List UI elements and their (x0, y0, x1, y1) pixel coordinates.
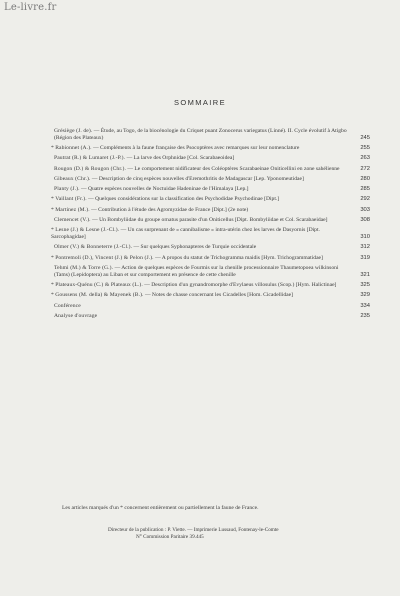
toc-entry-page: 329 (360, 292, 370, 299)
toc-entry (54, 155, 370, 162)
toc-entry-title: — Le comportement nidificateur des Coléoptères Scarabaeinae Oniticellini en zone sahélienne (127, 165, 340, 172)
france-marker: * (51, 145, 56, 151)
toc-entry-text (54, 244, 352, 251)
imprint (108, 527, 368, 540)
toc-entry-title: — Un Bombyliidae du groupe ornatus parasite d'un Oniticellus [Dipt. Bombyliidae et Col. Scarabaeidae] (92, 217, 328, 224)
toc-entry-authors: Plateaux-Quénu (C.) & Plateaux (L.). (55, 281, 143, 288)
toc-entry-page: 285 (360, 186, 370, 193)
toc-entry (51, 282, 370, 289)
toc-entry (51, 227, 370, 240)
toc-entry-authors: Pautrat (R.) & Lumaret (J.-P.). (54, 155, 126, 162)
toc-entry-text (51, 227, 352, 240)
toc-entry-page: 325 (360, 281, 370, 288)
toc-entry (51, 196, 370, 203)
toc-entry-text (54, 166, 352, 173)
toc-entry-page: 310 (360, 234, 370, 241)
toc-entry (54, 176, 370, 183)
toc-entry-page: 319 (360, 254, 370, 261)
toc-entry-page: 321 (360, 271, 370, 278)
toc-entry-authors: Rougon (D.) & Rougon (Chr.). (54, 165, 126, 172)
imprint-line-2: N° Commission Paritaire 39.445 (136, 533, 204, 540)
toc-entry-page: 334 (360, 302, 370, 309)
toc-entry (54, 265, 370, 278)
toc-entry (54, 217, 370, 224)
toc-entry (51, 292, 370, 299)
toc-entry-authors: Pontremoli (D.), Vincent (J.) & Pelon (J.). (55, 254, 154, 261)
toc-entry-page: 263 (360, 155, 370, 162)
toc-entry-title: — Notes de chasse concernant les Cicadelles [Hom. Cicadellidae] (144, 292, 293, 299)
france-marker: * (51, 206, 56, 213)
toc-entry-text (51, 282, 352, 289)
toc-entry-authors: Martinez (M.). (55, 206, 90, 213)
toc-entry-text (54, 303, 352, 310)
toc-entry-page: 303 (360, 206, 370, 213)
toc-entry-title: — Un cas surprenant de « cannibalisme » intra-utérin chez les larves de Dasyornis [Dipt. Sarcophagidae] (51, 227, 320, 241)
france-marker: * (51, 254, 56, 261)
toc-entry-text (54, 128, 352, 141)
toc-entry (51, 145, 370, 152)
toc-entry-authors: Clemencet (V.). (54, 217, 91, 224)
toc-entry-title: — Étude, au Togo, de la biocénologie du Criquet puant Zonocerus variegatus (Linné). II. Cycle évolutif à Atigbo (Région des Plateaux) (54, 128, 347, 141)
toc-entry-text (51, 196, 352, 203)
toc-entry-title: — A propos du statut de Trichogramma maidis [Hym. Trichogrammatidae] (155, 254, 323, 261)
toc-entry-page: 312 (360, 244, 370, 251)
toc-entry-title: — La larve des Orphnidae [Col. Scarabaeoidea] (126, 155, 235, 162)
toc-entry-title: — Description de cinq espèces nouvelles d'Eremothritis de Madagascar [Lep. Yponomeutidae] (91, 175, 304, 182)
toc-entry-authors: Conférence (54, 302, 81, 309)
toc-entry (54, 244, 370, 251)
toc-entry-authors: Gibeaux (Chr.). (54, 175, 91, 182)
watermark: Le-livre.fr (4, 2, 57, 13)
toc-entry-page: 245 (360, 134, 370, 141)
toc-entry-text (54, 155, 352, 162)
contents-list (51, 128, 370, 323)
toc-entry-title: — Quelques considérations sur la classification des Psychodidae Psychodinae [Dipt.] (88, 196, 280, 203)
toc-entry-page: 308 (360, 217, 370, 224)
toc-entry-authors: Grésiège (J. de). (54, 128, 93, 134)
toc-entry-text (54, 313, 352, 320)
toc-entry-authors: Lesne (J.) & Lesne (J.-Cl.). (55, 227, 120, 234)
toc-entry-page: 280 (360, 175, 370, 182)
france-marker: * (51, 196, 56, 203)
france-marker: * (51, 292, 56, 299)
toc-entry-authors: Olmer (V.) & Bonneterre (J.-Cl.). (54, 244, 133, 251)
toc-entry-authors: Vaillant (Fr.). (55, 196, 87, 203)
footnote: Les articles marqués d'un * concernent entièrement ou partiellement la faune de France. (62, 505, 259, 511)
toc-entry-page: 255 (360, 145, 370, 151)
toc-entry-title: — Compléments à la faune française des Psocoptères avec remarques sur leur nomenclature (93, 145, 300, 151)
toc-entry (51, 255, 370, 262)
imprint-line-1: Directeur de la publication : P. Viette. — Imprimerie Lussaud, Fontenay-le-Comte (108, 527, 279, 533)
page-title: SOMMAIRE (173, 98, 227, 107)
toc-entry (54, 166, 370, 173)
toc-entry-title: — Quatre espèces nouvelles de Noctuidae Hadeninae de l'Himalaya [Lep.] (81, 186, 249, 193)
toc-entry-authors: Tehmi (M.) & Torre (G.). (54, 264, 114, 271)
toc-entry-page: 292 (360, 196, 370, 203)
toc-entry-title: — Description d'un gynandromorphe d'Evylaeus villosulus (Scop.) [Hym. Halictinae] (144, 281, 337, 288)
toc-entry-text (51, 255, 352, 262)
france-marker: * (51, 281, 56, 288)
toc-entry-authors: Rabionnet (A.). (55, 145, 92, 151)
toc-entry (54, 303, 370, 310)
toc-entry-authors: Goussens (M. della) & Mayenek (B.). (55, 292, 144, 299)
toc-entry-text (54, 176, 352, 183)
toc-entry-title: — Contribution à l'étude des Agromyzidae de France [Dipt.] (2e note) (91, 206, 249, 213)
toc-entry (54, 186, 370, 193)
toc-entry (54, 313, 370, 320)
france-marker: * (51, 227, 56, 234)
toc-entry-page: 235 (360, 312, 370, 319)
toc-entry (51, 207, 370, 214)
toc-entry-text (54, 217, 352, 224)
toc-entry-title: — Sur quelques Syphonapteres de Turquie occidentale (133, 244, 257, 251)
toc-entry-authors: Analyse d'ouvrage (54, 312, 98, 319)
toc-entry-text (51, 207, 352, 214)
toc-entry-authors: Planty (J.). (54, 186, 80, 193)
toc-entry-text (51, 145, 352, 152)
toc-entry (54, 128, 370, 141)
toc-entry-text (54, 265, 352, 278)
toc-entry-page: 272 (360, 165, 370, 172)
toc-entry-text (54, 186, 352, 193)
toc-entry-title: — Action de quelques espèces de Fourmis sur la chenille processionnaire Thaumetopoea wilkinsoni (Tams) (Lepidoptera) au Liban et sur comportement en présence de cette chenille (54, 264, 339, 278)
toc-entry-text (51, 292, 352, 299)
